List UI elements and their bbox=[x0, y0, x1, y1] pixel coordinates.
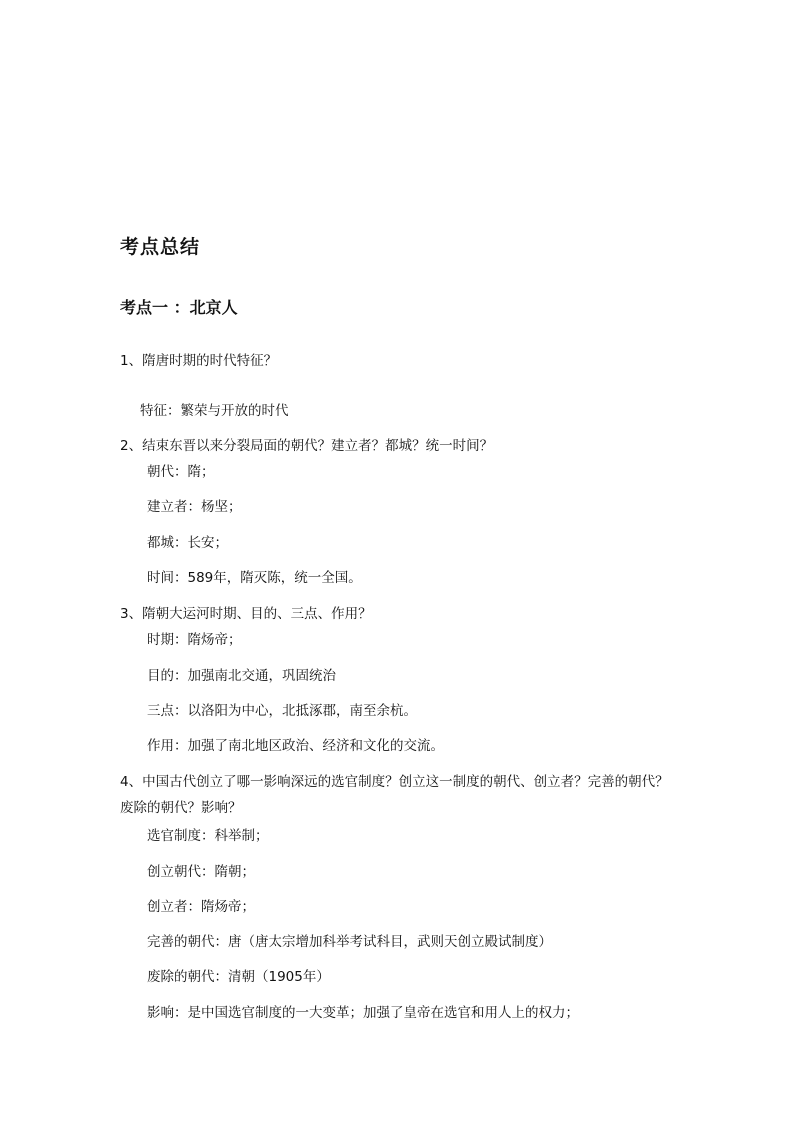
answer-3-3: 三点：以洛阳为中心，北抵涿郡，南至余杭。 bbox=[147, 703, 417, 719]
answer-4-1: 选官制度：科举制； bbox=[147, 828, 269, 844]
answer-3-4: 作用：加强了南北地区政治、经济和文化的交流。 bbox=[147, 738, 444, 754]
section-heading: 考点一 ：北京人 bbox=[120, 298, 238, 317]
question-4-line-2: 废除的朝代？影响？ bbox=[120, 800, 242, 816]
answer-2-3: 都城：长安； bbox=[147, 535, 228, 551]
question-3: 3、隋朝大运河时期、目的、三点、作用？ bbox=[120, 606, 372, 622]
answer-4-5: 废除的朝代：清朝（1905年） bbox=[147, 969, 330, 985]
question-2: 2、结束东晋以来分裂局面的朝代？建立者？都城？统一时间？ bbox=[120, 438, 494, 454]
answer-2-4: 时间：589年，隋灭陈，统一全国。 bbox=[147, 570, 362, 586]
answer-4-3: 创立者：隋炀帝； bbox=[147, 899, 255, 915]
answer-3-2: 目的：加强南北交通，巩固统治 bbox=[147, 668, 336, 684]
answer-4-6: 影响：是中国选官制度的一大变革；加强了皇帝在选官和用人上的权力； bbox=[147, 1005, 579, 1021]
answer-1: 特征：繁荣与开放的时代 bbox=[140, 403, 289, 419]
answer-3-1: 时期：隋炀帝； bbox=[147, 632, 242, 648]
answer-2-2: 建立者：杨坚； bbox=[147, 499, 242, 515]
question-1: 1、隋唐时期的时代特征？ bbox=[120, 353, 278, 369]
answer-4-4: 完善的朝代：唐（唐太宗增加科举考试科目，武则天创立殿试制度） bbox=[147, 934, 552, 950]
answer-4-2: 创立朝代：隋朝； bbox=[147, 864, 255, 880]
answer-2-1: 朝代：隋； bbox=[147, 464, 215, 480]
page-title: 考点总结 bbox=[120, 236, 201, 258]
question-4-line-1: 4、中国古代创立了哪一影响深远的选官制度？创立这一制度的朝代、创立者？完善的朝代？ bbox=[120, 774, 669, 790]
